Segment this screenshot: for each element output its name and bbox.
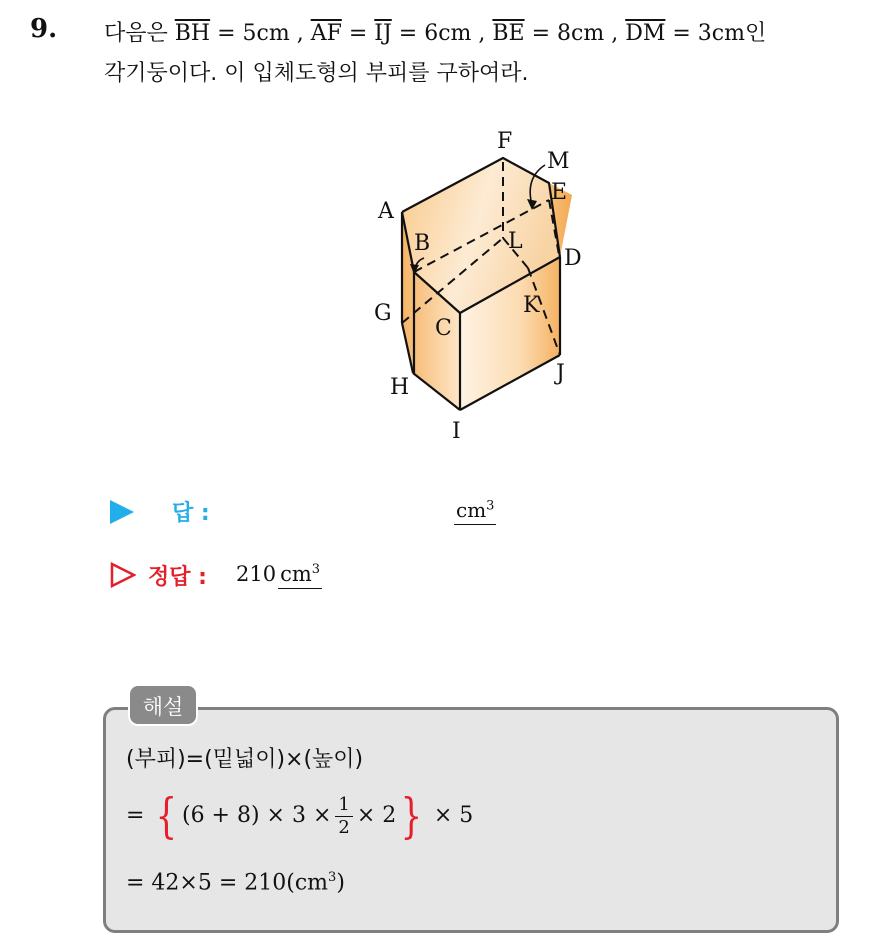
label-h: H <box>390 375 410 400</box>
segment-bh: $\overline{BH}$ <box>174 21 211 46</box>
fraction-half <box>335 794 352 839</box>
label-j: J <box>556 361 565 386</box>
solution-line-1 <box>126 742 363 773</box>
value-be: = 8cm , <box>524 21 626 46</box>
segment-ij: $\overline{IJ}$ <box>374 21 392 46</box>
solution-result-close: ) <box>336 870 345 896</box>
label-l: L <box>508 229 523 254</box>
correct-value-group <box>236 562 322 586</box>
label-d: D <box>564 246 582 271</box>
solution-inner: (6 + 8) × 3 × <box>181 803 332 828</box>
question-prefix: 다음은 <box>104 21 175 46</box>
value-dm: = 3cm <box>665 21 745 46</box>
label-g: G <box>374 301 392 326</box>
answer-row <box>110 494 710 534</box>
solution-equals: = <box>126 803 145 828</box>
answer-play-icon <box>110 500 134 524</box>
solution-tail: × 5 <box>433 803 474 828</box>
fraction-denominator: 2 <box>338 816 350 838</box>
segment-dm: $\overline{DM}$ <box>625 21 666 46</box>
question-math <box>175 21 745 46</box>
label-f: F <box>497 129 513 154</box>
label-i: I <box>452 419 461 444</box>
solution-tag: 해설 <box>128 684 198 726</box>
label-b: B <box>414 231 431 256</box>
correct-answer-row <box>110 558 710 598</box>
segment-af: $\overline{AF}$ <box>310 21 342 46</box>
question-number: 9. <box>30 14 58 44</box>
correct-outline-play-icon <box>110 562 136 588</box>
equals-af-ij: = <box>341 21 375 46</box>
fraction-numerator: 1 <box>335 794 352 817</box>
answer-unit-text: cm <box>456 498 487 522</box>
label-e: E <box>551 180 568 205</box>
answer-label: 답 : <box>172 501 210 526</box>
solution-result: = 42×5 = 210(cm <box>126 870 329 896</box>
right-brace-icon: } <box>400 788 423 844</box>
value-bh: = 5cm , <box>210 21 311 46</box>
solution-line-2 <box>126 788 474 852</box>
correct-value: 210 <box>236 562 277 586</box>
solution-formula: (부피)=(밑넓이)×(높이) <box>126 747 364 772</box>
solution-after-frac: × 2 <box>356 803 397 828</box>
correct-unit <box>278 562 322 589</box>
label-m: M <box>547 149 570 174</box>
correct-unit-exp: 3 <box>311 562 321 577</box>
label-a: A <box>378 199 394 224</box>
label-c: C <box>435 316 452 341</box>
question-suffix: 인 <box>745 21 767 46</box>
correct-unit-text: cm <box>280 562 312 586</box>
left-brace-icon: { <box>156 788 178 844</box>
correct-label: 정답 : <box>148 565 207 590</box>
answer-unit[interactable] <box>454 498 496 525</box>
label-k: K <box>523 293 540 318</box>
value-ij: = 6cm , <box>391 21 493 46</box>
question-line-2: 각기둥이다. 이 입체도형의 부피를 구하여라. <box>104 61 529 86</box>
segment-be: $\overline{BE}$ <box>492 21 525 46</box>
prism-figure <box>340 112 620 462</box>
solution-result-exp: 3 <box>328 870 337 885</box>
answer-unit-exp: 3 <box>486 498 495 514</box>
question-line-1 <box>104 16 766 47</box>
solution-line-3 <box>126 870 345 895</box>
